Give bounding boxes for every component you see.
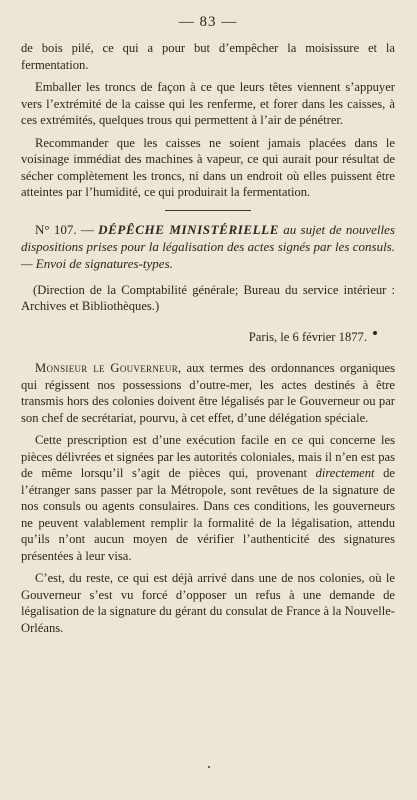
paragraph-storage: Recommander que les caisses ne soient jamais placées dans le voisinage immédiat des machines à vapeur, ce qui aurait pour résultat de sécher complètement les troncs, ni dans un endroit où elles puissent être atteintes par l’humidité, ce qui produirait la fermentation.: [21, 135, 395, 199]
letter-paragraph-3: C’est, du reste, ce qui est déjà arrivé dans une de nos colonies, où le Gouverneur s’est vu forcé d’opposer un refus à une demande de légalisation de la signature du gérant du consulat de France à la Nouvelle-Orléans.: [21, 571, 395, 635]
direction-note: (Direction de la Comptabilité générale; Bureau du service intérieur : Archives et Bibliothèques.): [21, 282, 395, 313]
paragraph-packing: Emballer les troncs de façon à ce que leurs têtes viennent s’appuyer vers l’extrémité de la caisse qui les renferme, et forer dans les caisses, à ces extrémités, quelques trous qui permettent à l’air de pénétrer.: [21, 80, 395, 127]
letter-date: Paris, le 6 février 1877.: [21, 329, 377, 346]
paragraph-continuation: de bois pilé, ce qui a pour but d’empêcher la moisissure et la fermentation.: [21, 41, 395, 72]
letter-paragraph-1: Monsieur le Gouverneur, aux termes des ordonnances organiques qui régissent nos possessions d’outre-mer, les actes destinés à être transmis hors des colonies doivent être légalisés par le Gouverneur ou par son chef de secrétariat, pourvu, à cet effet, d’une délégation spéciale.: [21, 361, 395, 425]
page-speck: [208, 766, 210, 768]
emphasis-directement: directement: [315, 466, 375, 480]
section-title: DÉPÊCHE MINISTÉRIELLE: [98, 221, 279, 237]
section-number: N° 107. —: [35, 221, 99, 237]
salutation: Monsieur le Gouverneur: [35, 361, 179, 375]
section-divider: [165, 210, 251, 211]
section-heading: [21, 221, 395, 272]
page-number: — 83 —: [178, 14, 238, 30]
ink-mark: [373, 331, 377, 335]
letter-paragraph-2: Cette prescription est d’une exécution facile en ce qui concerne les pièces délivrées et signées par les autorités coloniales, mais il n’en est pas de même lorsqu’il s’agit de pièces qui, provenant directement de l’étranger sans passer par la Métropole, sont revêtues de la signature de nos consuls ou agents consulaires. Dans ces conditions, les gouverneurs ne peuvent valablement remplir la formalité de la légalisation, attendu qu’ils n’ont aucun moyen de vérifier l’authenticité des signatures présentées à leur visa.: [21, 433, 395, 563]
section-subject: au sujet de nouvelles dispositions prises pour la légalisation des actes signés par les consuls. — Envoi de signatures-types.: [21, 221, 395, 271]
